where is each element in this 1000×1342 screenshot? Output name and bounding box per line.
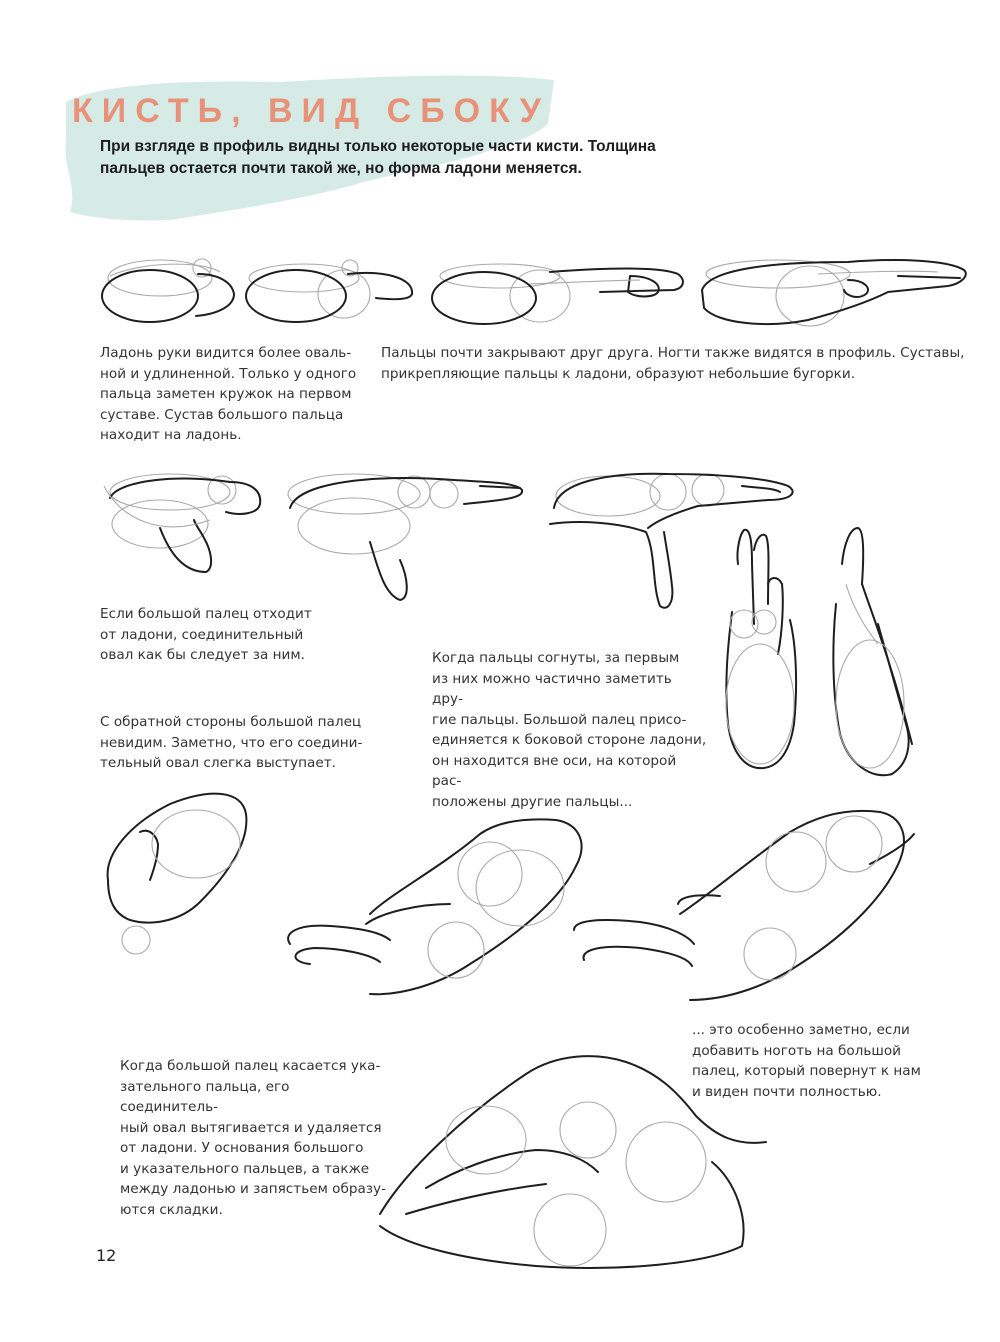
sketch-hand-open-2 (570, 804, 920, 1009)
sketch-back-oval (100, 784, 260, 959)
sketch-palm-oval (100, 256, 240, 328)
sketch-thumb-away-1 (100, 468, 270, 583)
sketch-nails-joints (698, 250, 978, 335)
page-title: КИСТЬ, ВИД СБОКУ (72, 92, 550, 130)
caption-thumb-touch: Когда большой палец касается ука- зательного пальца, его соединитель- ный овал вытягивается и удаляется от ладони. У основания большого и указательного пальцев, а также между ладонью и запястьем образу- ются складки. (120, 1058, 386, 1218)
sketch-fingers-profile (430, 258, 690, 328)
sketch-thumb-away-2 (284, 468, 534, 608)
caption-thumb-away: Если большой палец отходит от ладони, соединительный овал как бы следует за ним. (100, 606, 312, 663)
caption-palm-oval: Ладонь руки видится более оваль- ной и удлиненной. Только у одного пальца заметен кружок на первом суставе. Сустав большого пальца находит на ладонь. (100, 345, 357, 443)
page-number: 12 (96, 1246, 117, 1265)
caption-back-side: С обратной стороны большой палец невидим. Заметно, что его соедини- тельный овал слегка выступает. (100, 714, 363, 771)
caption-fingers-overlap: Пальцы почти закрывают друг друга. Ногти также видятся в профиль. Суставы, прикрепляющие пальцы к ладони, образуют небольшие бугорки. (381, 345, 965, 382)
page-subtitle: При взгляде в профиль видны только некоторые части кисти. Толщина пальцев остается почти такой же, но форма ладони меняется. (100, 138, 656, 177)
sketch-hand-open-1 (270, 814, 615, 999)
sketch-fingers-bent-front (716, 524, 816, 774)
caption-thumb-nail: ... это особенно заметно, если добавить ноготь на большой палец, который повернут к нам и виден почти полностью. (692, 1022, 921, 1100)
sketch-palm-thumb (244, 258, 414, 328)
sketch-thumb-touch (376, 1050, 768, 1275)
caption-fingers-bent: Когда пальцы согнуты, за первым из них можно частично заметить дру- гие пальцы. Большой палец присо- единяется к боковой стороне ладони, он находится вне оси, на которой рас- положены другие пальцы... (432, 650, 707, 810)
sketch-fingers-bent-side (822, 524, 922, 784)
